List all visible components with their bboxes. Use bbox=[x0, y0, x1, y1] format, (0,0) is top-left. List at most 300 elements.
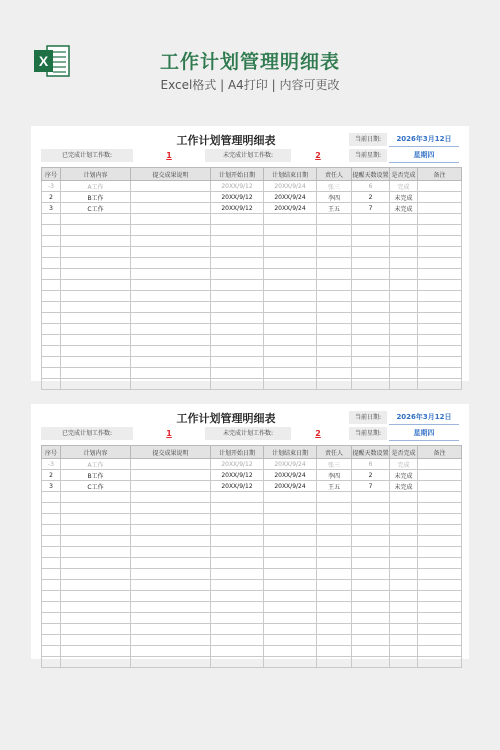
table-cell[interactable] bbox=[131, 536, 211, 547]
table-cell[interactable] bbox=[390, 503, 418, 514]
table-cell[interactable] bbox=[352, 514, 390, 525]
table-cell[interactable] bbox=[211, 313, 264, 324]
table-cell[interactable] bbox=[390, 247, 418, 258]
table-cell[interactable] bbox=[211, 602, 264, 613]
table-cell[interactable] bbox=[352, 492, 390, 503]
table-cell[interactable] bbox=[211, 291, 264, 302]
table-cell[interactable] bbox=[211, 580, 264, 591]
table-cell[interactable]: -3 bbox=[42, 459, 61, 470]
table-cell[interactable] bbox=[317, 258, 352, 269]
table-cell[interactable] bbox=[390, 635, 418, 646]
table-cell[interactable]: 3 bbox=[42, 481, 61, 492]
table-cell[interactable]: 王五 bbox=[317, 203, 352, 214]
table-cell[interactable] bbox=[61, 324, 131, 335]
table-cell[interactable] bbox=[42, 536, 61, 547]
table-cell[interactable] bbox=[211, 503, 264, 514]
table-cell[interactable] bbox=[61, 236, 131, 247]
table-cell[interactable] bbox=[131, 602, 211, 613]
table-cell[interactable] bbox=[418, 313, 462, 324]
table-cell[interactable] bbox=[264, 247, 317, 258]
table-cell[interactable] bbox=[390, 269, 418, 280]
table-cell[interactable] bbox=[264, 269, 317, 280]
table-cell[interactable] bbox=[131, 181, 211, 192]
table-cell[interactable] bbox=[61, 547, 131, 558]
table-cell[interactable] bbox=[211, 591, 264, 602]
table-cell[interactable] bbox=[131, 624, 211, 635]
table-cell[interactable] bbox=[61, 214, 131, 225]
table-cell[interactable] bbox=[61, 357, 131, 368]
table-cell[interactable] bbox=[131, 492, 211, 503]
table-cell[interactable] bbox=[211, 357, 264, 368]
table-cell[interactable] bbox=[42, 602, 61, 613]
table-cell[interactable] bbox=[61, 291, 131, 302]
table-cell[interactable] bbox=[390, 580, 418, 591]
table-cell[interactable] bbox=[390, 613, 418, 624]
table-cell[interactable] bbox=[42, 247, 61, 258]
table-cell[interactable] bbox=[211, 280, 264, 291]
table-cell[interactable] bbox=[264, 635, 317, 646]
table-cell[interactable] bbox=[390, 646, 418, 657]
table-cell[interactable] bbox=[317, 357, 352, 368]
table-cell[interactable]: -3 bbox=[42, 181, 61, 192]
table-cell[interactable] bbox=[131, 269, 211, 280]
table-cell[interactable] bbox=[317, 580, 352, 591]
table-cell[interactable] bbox=[42, 635, 61, 646]
table-cell[interactable] bbox=[211, 525, 264, 536]
table-cell[interactable]: C工作 bbox=[61, 203, 131, 214]
table-cell[interactable] bbox=[264, 492, 317, 503]
table-cell[interactable]: 2 bbox=[42, 470, 61, 481]
table-cell[interactable] bbox=[211, 269, 264, 280]
table-cell[interactable] bbox=[418, 580, 462, 591]
table-cell[interactable] bbox=[390, 368, 418, 379]
table-cell[interactable] bbox=[352, 247, 390, 258]
table-cell[interactable] bbox=[317, 324, 352, 335]
table-cell[interactable] bbox=[264, 624, 317, 635]
table-cell[interactable] bbox=[317, 635, 352, 646]
table-cell[interactable] bbox=[390, 492, 418, 503]
table-cell[interactable] bbox=[264, 514, 317, 525]
table-cell[interactable]: A工作 bbox=[61, 181, 131, 192]
table-cell[interactable] bbox=[42, 324, 61, 335]
table-cell[interactable] bbox=[61, 313, 131, 324]
table-cell[interactable]: 20XX/9/12 bbox=[211, 459, 264, 470]
table-cell[interactable] bbox=[131, 646, 211, 657]
table-cell[interactable]: 王五 bbox=[317, 481, 352, 492]
table-cell[interactable]: 20XX/9/12 bbox=[211, 181, 264, 192]
table-cell[interactable] bbox=[390, 236, 418, 247]
table-cell[interactable] bbox=[264, 214, 317, 225]
table-cell[interactable] bbox=[352, 624, 390, 635]
table-cell[interactable] bbox=[211, 558, 264, 569]
table-cell[interactable] bbox=[131, 514, 211, 525]
table-cell[interactable] bbox=[131, 613, 211, 624]
table-cell[interactable] bbox=[264, 657, 317, 668]
table-cell[interactable] bbox=[418, 324, 462, 335]
table-cell[interactable] bbox=[352, 346, 390, 357]
table-cell[interactable] bbox=[317, 379, 352, 390]
table-cell[interactable] bbox=[352, 357, 390, 368]
table-cell[interactable] bbox=[42, 225, 61, 236]
table-cell[interactable] bbox=[42, 214, 61, 225]
table-cell[interactable]: 20XX/9/24 bbox=[264, 481, 317, 492]
table-cell[interactable] bbox=[264, 536, 317, 547]
table-cell[interactable] bbox=[42, 492, 61, 503]
table-cell[interactable] bbox=[131, 346, 211, 357]
table-cell[interactable] bbox=[418, 525, 462, 536]
table-cell[interactable] bbox=[131, 313, 211, 324]
table-cell[interactable] bbox=[61, 346, 131, 357]
table-cell[interactable] bbox=[42, 368, 61, 379]
table-cell[interactable]: 李四 bbox=[317, 192, 352, 203]
table-cell[interactable] bbox=[352, 646, 390, 657]
table-cell[interactable]: 20XX/9/24 bbox=[264, 203, 317, 214]
table-cell[interactable] bbox=[418, 379, 462, 390]
table-cell[interactable]: 20XX/9/24 bbox=[264, 181, 317, 192]
table-cell[interactable] bbox=[264, 357, 317, 368]
table-cell[interactable]: 7 bbox=[352, 203, 390, 214]
table-cell[interactable] bbox=[42, 657, 61, 668]
table-cell[interactable] bbox=[352, 302, 390, 313]
table-cell[interactable] bbox=[131, 547, 211, 558]
table-cell[interactable] bbox=[131, 591, 211, 602]
table-cell[interactable] bbox=[42, 514, 61, 525]
table-cell[interactable] bbox=[317, 591, 352, 602]
table-cell[interactable] bbox=[131, 192, 211, 203]
table-cell[interactable] bbox=[131, 558, 211, 569]
table-cell[interactable]: 未完成 bbox=[390, 470, 418, 481]
table-cell[interactable]: 2 bbox=[352, 470, 390, 481]
table-cell[interactable] bbox=[390, 536, 418, 547]
table-cell[interactable] bbox=[390, 547, 418, 558]
table-cell[interactable] bbox=[42, 280, 61, 291]
table-cell[interactable] bbox=[418, 192, 462, 203]
table-cell[interactable] bbox=[317, 313, 352, 324]
table-cell[interactable] bbox=[42, 313, 61, 324]
table-cell[interactable] bbox=[264, 646, 317, 657]
table-cell[interactable] bbox=[418, 258, 462, 269]
table-cell[interactable] bbox=[61, 247, 131, 258]
table-cell[interactable]: 未完成 bbox=[390, 203, 418, 214]
table-cell[interactable] bbox=[42, 613, 61, 624]
table-cell[interactable] bbox=[418, 624, 462, 635]
table-cell[interactable] bbox=[42, 236, 61, 247]
table-cell[interactable] bbox=[211, 324, 264, 335]
table-cell[interactable] bbox=[418, 536, 462, 547]
table-cell[interactable] bbox=[352, 214, 390, 225]
table-cell[interactable]: 完成 bbox=[390, 181, 418, 192]
table-cell[interactable] bbox=[317, 646, 352, 657]
table-cell[interactable] bbox=[390, 258, 418, 269]
table-cell[interactable] bbox=[61, 280, 131, 291]
table-cell[interactable] bbox=[61, 335, 131, 346]
table-cell[interactable]: B工作 bbox=[61, 192, 131, 203]
table-cell[interactable] bbox=[317, 214, 352, 225]
table-cell[interactable] bbox=[264, 346, 317, 357]
table-cell[interactable] bbox=[131, 280, 211, 291]
table-cell[interactable] bbox=[317, 525, 352, 536]
table-cell[interactable] bbox=[317, 291, 352, 302]
table-cell[interactable] bbox=[42, 558, 61, 569]
table-cell[interactable] bbox=[211, 258, 264, 269]
table-cell[interactable] bbox=[390, 280, 418, 291]
table-cell[interactable] bbox=[264, 368, 317, 379]
table-cell[interactable] bbox=[352, 558, 390, 569]
table-cell[interactable] bbox=[390, 602, 418, 613]
table-cell[interactable] bbox=[317, 247, 352, 258]
table-cell[interactable] bbox=[418, 657, 462, 668]
table-cell[interactable] bbox=[211, 302, 264, 313]
table-cell[interactable] bbox=[390, 624, 418, 635]
table-cell[interactable] bbox=[418, 346, 462, 357]
table-cell[interactable] bbox=[42, 269, 61, 280]
table-cell[interactable] bbox=[131, 459, 211, 470]
table-cell[interactable] bbox=[61, 591, 131, 602]
table-cell[interactable] bbox=[418, 269, 462, 280]
table-cell[interactable] bbox=[264, 602, 317, 613]
table-cell[interactable] bbox=[42, 624, 61, 635]
table-cell[interactable]: 20XX/9/24 bbox=[264, 470, 317, 481]
table-cell[interactable] bbox=[211, 646, 264, 657]
table-cell[interactable]: 未完成 bbox=[390, 481, 418, 492]
table-cell[interactable] bbox=[131, 357, 211, 368]
table-cell[interactable] bbox=[211, 346, 264, 357]
table-cell[interactable] bbox=[131, 291, 211, 302]
table-cell[interactable] bbox=[211, 536, 264, 547]
table-cell[interactable]: 李四 bbox=[317, 470, 352, 481]
table-cell[interactable] bbox=[317, 558, 352, 569]
table-cell[interactable] bbox=[418, 514, 462, 525]
table-cell[interactable] bbox=[352, 569, 390, 580]
table-cell[interactable] bbox=[390, 525, 418, 536]
table-cell[interactable] bbox=[317, 346, 352, 357]
table-cell[interactable] bbox=[131, 635, 211, 646]
table-cell[interactable] bbox=[317, 503, 352, 514]
table-cell[interactable]: 20XX/9/12 bbox=[211, 470, 264, 481]
table-cell[interactable] bbox=[131, 335, 211, 346]
table-cell[interactable] bbox=[264, 525, 317, 536]
table-cell[interactable] bbox=[264, 225, 317, 236]
table-cell[interactable] bbox=[131, 225, 211, 236]
table-cell[interactable] bbox=[131, 214, 211, 225]
table-cell[interactable] bbox=[390, 324, 418, 335]
table-cell[interactable]: 3 bbox=[42, 203, 61, 214]
table-cell[interactable] bbox=[352, 635, 390, 646]
table-cell[interactable] bbox=[42, 335, 61, 346]
table-cell[interactable] bbox=[418, 613, 462, 624]
table-cell[interactable] bbox=[264, 591, 317, 602]
table-cell[interactable] bbox=[352, 236, 390, 247]
table-cell[interactable] bbox=[352, 225, 390, 236]
table-cell[interactable] bbox=[418, 236, 462, 247]
table-cell[interactable] bbox=[131, 525, 211, 536]
table-cell[interactable]: 20XX/9/24 bbox=[264, 459, 317, 470]
table-cell[interactable] bbox=[211, 379, 264, 390]
table-cell[interactable] bbox=[352, 280, 390, 291]
table-cell[interactable] bbox=[61, 492, 131, 503]
table-cell[interactable] bbox=[61, 258, 131, 269]
table-cell[interactable] bbox=[42, 302, 61, 313]
table-cell[interactable]: A工作 bbox=[61, 459, 131, 470]
table-cell[interactable] bbox=[418, 602, 462, 613]
table-cell[interactable] bbox=[390, 357, 418, 368]
table-cell[interactable]: 2 bbox=[352, 192, 390, 203]
table-cell[interactable] bbox=[317, 514, 352, 525]
table-cell[interactable] bbox=[131, 569, 211, 580]
table-cell[interactable] bbox=[352, 335, 390, 346]
table-cell[interactable] bbox=[390, 591, 418, 602]
table-cell[interactable] bbox=[317, 225, 352, 236]
table-cell[interactable] bbox=[352, 258, 390, 269]
table-cell[interactable] bbox=[211, 569, 264, 580]
table-cell[interactable] bbox=[264, 547, 317, 558]
table-cell[interactable] bbox=[61, 536, 131, 547]
table-cell[interactable] bbox=[352, 547, 390, 558]
table-cell[interactable] bbox=[61, 514, 131, 525]
table-cell[interactable] bbox=[61, 269, 131, 280]
table-cell[interactable] bbox=[352, 536, 390, 547]
table-cell[interactable] bbox=[317, 602, 352, 613]
table-cell[interactable] bbox=[131, 368, 211, 379]
table-cell[interactable] bbox=[61, 580, 131, 591]
table-cell[interactable] bbox=[352, 269, 390, 280]
table-cell[interactable]: 20XX/9/12 bbox=[211, 203, 264, 214]
table-cell[interactable] bbox=[418, 291, 462, 302]
table-cell[interactable] bbox=[390, 514, 418, 525]
table-cell[interactable] bbox=[61, 657, 131, 668]
table-cell[interactable] bbox=[390, 214, 418, 225]
table-cell[interactable] bbox=[317, 624, 352, 635]
table-cell[interactable] bbox=[61, 635, 131, 646]
table-cell[interactable] bbox=[42, 646, 61, 657]
table-cell[interactable] bbox=[390, 379, 418, 390]
table-cell[interactable]: B工作 bbox=[61, 470, 131, 481]
table-cell[interactable] bbox=[42, 580, 61, 591]
table-cell[interactable] bbox=[211, 547, 264, 558]
table-cell[interactable] bbox=[390, 225, 418, 236]
table-cell[interactable] bbox=[418, 302, 462, 313]
table-cell[interactable] bbox=[418, 280, 462, 291]
table-cell[interactable] bbox=[42, 525, 61, 536]
table-cell[interactable] bbox=[131, 503, 211, 514]
table-cell[interactable] bbox=[264, 291, 317, 302]
table-cell[interactable] bbox=[131, 580, 211, 591]
table-cell[interactable] bbox=[418, 635, 462, 646]
table-cell[interactable] bbox=[390, 335, 418, 346]
table-cell[interactable] bbox=[264, 503, 317, 514]
table-cell[interactable]: 7 bbox=[352, 481, 390, 492]
table-cell[interactable] bbox=[418, 459, 462, 470]
table-cell[interactable] bbox=[352, 525, 390, 536]
table-cell[interactable] bbox=[61, 558, 131, 569]
table-cell[interactable]: 2 bbox=[42, 192, 61, 203]
table-cell[interactable] bbox=[61, 225, 131, 236]
table-cell[interactable] bbox=[418, 569, 462, 580]
table-cell[interactable] bbox=[211, 657, 264, 668]
table-cell[interactable] bbox=[42, 379, 61, 390]
table-cell[interactable] bbox=[264, 379, 317, 390]
table-cell[interactable] bbox=[418, 214, 462, 225]
table-cell[interactable] bbox=[264, 324, 317, 335]
table-cell[interactable] bbox=[264, 580, 317, 591]
table-cell[interactable] bbox=[42, 547, 61, 558]
table-cell[interactable] bbox=[352, 503, 390, 514]
table-cell[interactable] bbox=[418, 225, 462, 236]
table-cell[interactable] bbox=[61, 379, 131, 390]
table-cell[interactable] bbox=[211, 368, 264, 379]
table-cell[interactable] bbox=[390, 346, 418, 357]
table-cell[interactable] bbox=[418, 203, 462, 214]
table-cell[interactable] bbox=[211, 514, 264, 525]
table-cell[interactable] bbox=[264, 569, 317, 580]
table-cell[interactable] bbox=[390, 302, 418, 313]
table-cell[interactable]: 完成 bbox=[390, 459, 418, 470]
table-cell[interactable] bbox=[317, 280, 352, 291]
table-cell[interactable] bbox=[131, 236, 211, 247]
table-cell[interactable] bbox=[211, 624, 264, 635]
table-cell[interactable] bbox=[61, 624, 131, 635]
table-cell[interactable] bbox=[352, 580, 390, 591]
table-cell[interactable]: 6 bbox=[352, 181, 390, 192]
table-cell[interactable] bbox=[317, 492, 352, 503]
table-cell[interactable] bbox=[42, 591, 61, 602]
table-cell[interactable]: 20XX/9/12 bbox=[211, 192, 264, 203]
table-cell[interactable] bbox=[418, 470, 462, 481]
table-cell[interactable] bbox=[352, 313, 390, 324]
table-cell[interactable]: 6 bbox=[352, 459, 390, 470]
table-cell[interactable] bbox=[264, 280, 317, 291]
table-cell[interactable] bbox=[264, 558, 317, 569]
table-cell[interactable] bbox=[42, 291, 61, 302]
table-cell[interactable]: C工作 bbox=[61, 481, 131, 492]
table-cell[interactable] bbox=[61, 302, 131, 313]
table-cell[interactable] bbox=[418, 503, 462, 514]
table-cell[interactable] bbox=[317, 657, 352, 668]
table-cell[interactable] bbox=[42, 357, 61, 368]
table-cell[interactable] bbox=[61, 613, 131, 624]
table-cell[interactable] bbox=[264, 313, 317, 324]
table-cell[interactable]: 20XX/9/24 bbox=[264, 192, 317, 203]
table-cell[interactable] bbox=[352, 379, 390, 390]
table-cell[interactable] bbox=[131, 258, 211, 269]
table-cell[interactable] bbox=[317, 613, 352, 624]
table-cell[interactable] bbox=[352, 591, 390, 602]
table-cell[interactable] bbox=[418, 547, 462, 558]
table-cell[interactable] bbox=[61, 525, 131, 536]
table-cell[interactable] bbox=[390, 569, 418, 580]
table-cell[interactable] bbox=[352, 613, 390, 624]
table-cell[interactable] bbox=[131, 203, 211, 214]
table-cell[interactable]: 张三 bbox=[317, 181, 352, 192]
table-cell[interactable] bbox=[352, 602, 390, 613]
table-cell[interactable] bbox=[390, 558, 418, 569]
table-cell[interactable] bbox=[131, 657, 211, 668]
table-cell[interactable] bbox=[418, 492, 462, 503]
table-cell[interactable] bbox=[42, 346, 61, 357]
table-cell[interactable] bbox=[131, 247, 211, 258]
table-cell[interactable] bbox=[211, 247, 264, 258]
table-cell[interactable] bbox=[317, 269, 352, 280]
table-cell[interactable] bbox=[390, 313, 418, 324]
table-cell[interactable] bbox=[131, 379, 211, 390]
table-cell[interactable] bbox=[264, 236, 317, 247]
table-cell[interactable] bbox=[390, 291, 418, 302]
table-cell[interactable] bbox=[211, 613, 264, 624]
table-cell[interactable] bbox=[211, 492, 264, 503]
table-cell[interactable] bbox=[418, 646, 462, 657]
table-cell[interactable] bbox=[42, 569, 61, 580]
table-cell[interactable] bbox=[131, 302, 211, 313]
